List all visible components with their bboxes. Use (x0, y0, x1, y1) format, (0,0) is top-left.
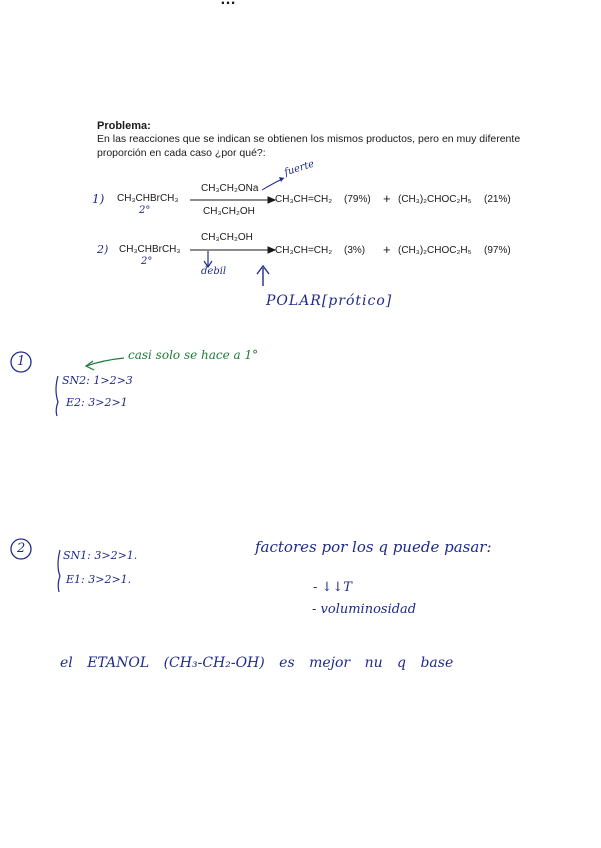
reaction1-product2-pct: (21%) (484, 194, 511, 205)
reaction1-product1: CH₃CH=CH₂ (275, 194, 333, 205)
sn1-order: SN1: 3>2>1. (63, 549, 138, 562)
polar-protic-note: POLAR[prótico] (266, 293, 393, 309)
reaction2-substrate: CH₃CHBrCH₃ (119, 244, 181, 255)
debil-arrow (204, 251, 212, 267)
problem-title: Problema: (97, 120, 151, 132)
reaction1-fuerte-note: fuerte (283, 158, 316, 179)
reaction2-arrow (190, 247, 275, 253)
reaction2-debil-note: debil (201, 266, 227, 277)
section2-bracket-icon (58, 550, 60, 592)
reaction1-reagent-top: CH₃CH₂ONa (201, 183, 259, 194)
e2-order: E2: 3>2>1 (66, 396, 128, 409)
reaction1-substrate: CH₃CHBrCH₃ (117, 193, 179, 204)
reaction1-carbon-note: 2° (139, 205, 151, 216)
reaction1-product2: (CH₃)₂CHOC₂H₅ (398, 194, 472, 205)
reaction2-number: 2) (97, 243, 109, 256)
e1-order: E1: 3>2>1. (66, 573, 132, 586)
reaction2-carbon-note: 2° (141, 256, 153, 267)
reaction1-plus: + (383, 191, 391, 206)
reaction2-product1: CH₃CH=CH₂ (275, 245, 333, 256)
reaction2-product2: (CH₃)₂CHOC₂H₅ (398, 245, 472, 256)
factor-temperature: - ↓↓T (313, 580, 352, 595)
reaction1-reagent-bottom: CH₃CH₂OH (203, 206, 255, 217)
problem-line-1: En las reacciones que se indican se obtienen los mismos productos, pero en muy diferente (97, 133, 521, 145)
problem-line-2: proporción en cada caso ¿por qué?: (97, 147, 266, 159)
reaction1-arrow (190, 197, 275, 203)
polar-up-arrow (257, 266, 269, 286)
fuerte-arrow-head (279, 177, 284, 182)
section2-marker: 2 (17, 541, 26, 556)
section1-marker: 1 (17, 354, 26, 369)
reaction2-product1-pct: (3%) (344, 245, 366, 256)
section1-green-arrow (86, 358, 124, 370)
reaction1-number: 1) (92, 192, 105, 206)
section1-circle-icon (11, 352, 31, 372)
section1-bracket-icon (56, 376, 58, 416)
reaction2-product2-pct: (97%) (484, 245, 511, 256)
ethanol-line: el ETANOL (CH₃-CH₂-OH) es mejor nu q base (60, 655, 454, 671)
sn2-order: SN2: 1>2>3 (62, 374, 133, 387)
factor-voluminosity: - voluminosidad (312, 602, 417, 617)
section2-circle-icon (11, 539, 31, 559)
factors-title: factores por los q puede pasar: (255, 538, 492, 556)
reaction2-reagent-top: CH₃CH₂OH (201, 232, 253, 243)
reaction1-product1-pct: (79%) (344, 194, 371, 205)
reaction2-plus: + (383, 242, 391, 257)
section1-comment: casi solo se hace a 1° (128, 348, 259, 362)
